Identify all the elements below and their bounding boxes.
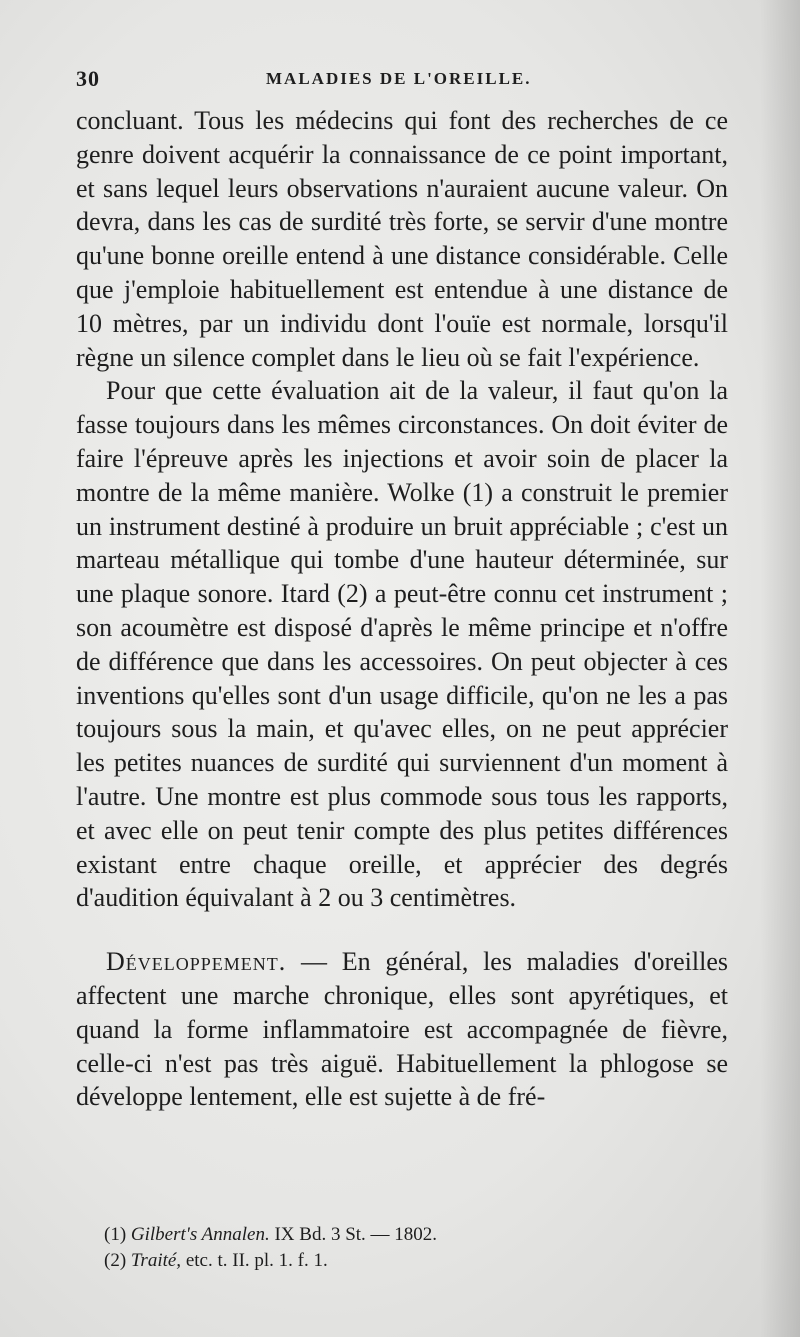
footnote-marker: (2) [104, 1250, 127, 1271]
footnotes [104, 1222, 704, 1274]
page-number: 30 [76, 66, 100, 91]
footnote-text: IX Bd. 3 St. — 1802. [274, 1224, 438, 1245]
footnote-1 [104, 1222, 704, 1248]
paragraph-continuation: concluant. Tous les médecins qui font des recherches de ce genre doivent acquérir la connaissance de ce point important, et sans lequel leurs observations n'auraient aucune valeur. On devra, dans les cas de surdité très forte, se servir d'une montre qu'une bonne oreille entend à une distance considérable. Celle que j'emploie habituellement est entendue à une distance de 10 mètres, par un individu dont l'ouïe est normale, lorsqu'il règne un silence complet dans le lieu où se fait l'expérience. [76, 106, 728, 372]
section-text: — En général, les maladies d'oreilles affectent une marche chronique, elles sont apyrétiques, et quand la forme inflammatoire est accompagnée de fièvre, celle-ci n'est pas très aiguë. Habituellement la phlogose se développe lentement, elle est sujette à de fré- [76, 947, 729, 1112]
footnote-source: Gilbert's Annalen. [130, 1224, 270, 1245]
page-header [76, 66, 726, 92]
footnote-marker: (1) [104, 1224, 127, 1245]
body-text [76, 104, 728, 1114]
page-gutter-shadow [760, 0, 800, 1337]
footnote-2 [104, 1248, 704, 1274]
paragraph-evaluation: Pour que cette évaluation ait de la valeur, il faut qu'on la fasse toujours dans les mêmes circonstances. On doit éviter de faire l'épreuve après les injections et avoir soin de placer la montre de la même manière. Wolke (1) a construit le premier un instrument destiné à produire un bruit appréciable ; c'est un marteau métallique qui tombe d'une hauteur déterminée, sur une plaque sonore. Itard (2) a peut-être connu cet instrument ; son acoumètre est disposé d'après le même principe et n'offre de différence que dans les accessoires. On peut objecter à ces inventions qu'elles sont d'un usage difficile, qu'on ne les a pas toujours sous la main, et qu'avec elles, on ne peut apprécier les petites nuances de surdité qui surviennent d'un moment à l'autre. Une montre est plus commode sous tous les rapports, et avec elle on peut tenir compte des plus petites différences existant entre chaque oreille, et apprécier des degrés d'audition équivalant à 2 ou 3 centimètres. [76, 376, 728, 913]
section-heading: Développement. [106, 947, 287, 977]
paragraph-developpement [76, 945, 728, 1114]
running-title: MALADIES DE L'OREILLE. [266, 69, 532, 88]
footnote-text: etc. t. II. pl. 1. f. 1. [185, 1250, 328, 1271]
footnote-source: Traité, [130, 1250, 182, 1271]
